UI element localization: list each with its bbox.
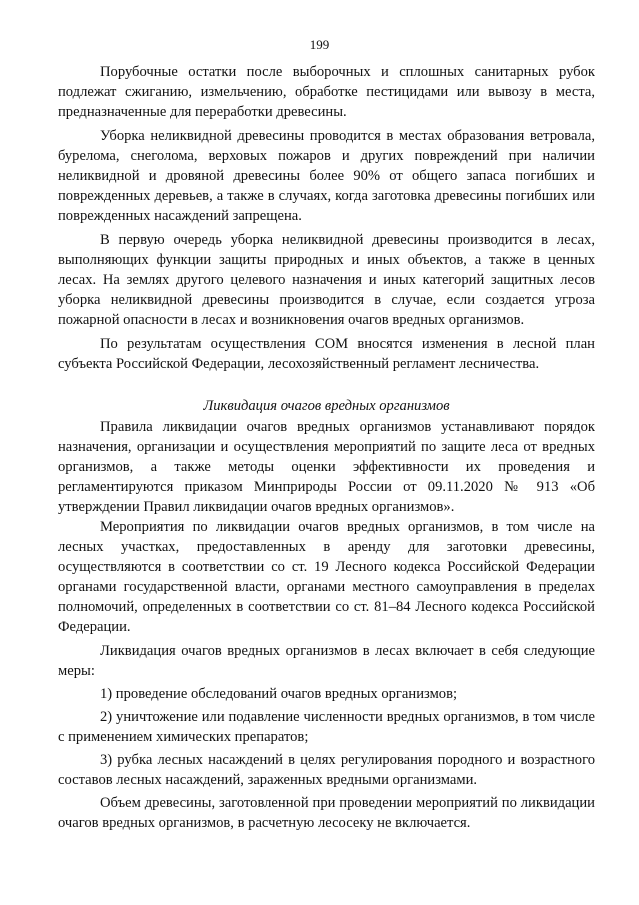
paragraph-wood-volume: Объем древесины, заготовленной при проведении мероприятий по ликвидации очагов вредных организмов, в расчетную лесосеку не включается. bbox=[58, 795, 595, 831]
paragraph-illiquid-wood-cleanup: Уборка неликвидной древесины проводится в местах образования ветровала, бурелома, снеголома, верховых пожаров и других повреждений при наличии неликвидной и дровяной древесины более 90% от общего запаса погибших и поврежденных деревьев, а также в случаях, когда заготовка древесины погибших или поврежденных насаждений запрещена. bbox=[58, 128, 595, 224]
page-number: 199 bbox=[309, 37, 330, 52]
paragraph-logging-residues: Порубочные остатки после выборочных и сплошных санитарных рубок подлежат сжиганию, измельчению, обработке пестицидами или вывозу в места, предназначенные для переработки древесины. bbox=[58, 64, 595, 120]
page-body bbox=[58, 62, 595, 833]
paragraph-elimination-rules: Правила ликвидации очагов вредных организмов устанавливают порядок назначения, организации и осуществления мероприятий по защите леса от вредных организмов, а также методы оценки эффективности их проведения и регламентируются приказом Минприроды России от 09.11.2020 № 913 «Об утверждении Правил ликвидации очагов вредных организмов». bbox=[58, 419, 595, 515]
paragraph-elimination-measures-legal: Мероприятия по ликвидации очагов вредных организмов, в том числе на лесных участках, предоставленных в аренду для заготовки древесины, осуществляются в соответствии со ст. 19 Лесного кодекса Российской Федерации органами государственной власти, органами местного самоуправления в пределах полномочий, определенных в соответствии со ст. 81–84 Лесного кодекса Российской Федерации. bbox=[58, 519, 595, 635]
measure-item: 1) проведение обследований очагов вредных организмов; bbox=[100, 686, 458, 702]
measure-item: 2) уничтожение или подавление численности вредных организмов, в том числе с применением химических препаратов; bbox=[58, 709, 595, 745]
section-heading: Ликвидация очагов вредных организмов bbox=[203, 398, 450, 414]
measure-item: 3) рубка лесных насаждений в целях регулирования породного и возрастного составов лесных насаждений, зараженных вредными организмами. bbox=[58, 752, 595, 788]
paragraph-measures-intro: Ликвидация очагов вредных организмов в лесах включает в себя следующие меры: bbox=[58, 643, 595, 679]
paragraph-priority-cleanup: В первую очередь уборка неликвидной древесины производится в лесах, выполняющих функции защиты природных и иных объектов, а также в ценных лесах. На землях другого целевого назначения и иных категорий защитных лесов уборка неликвидной древесины производится в случае, если создается угроза пожарной опасности в лесах и возникновения очагов вредных организмов. bbox=[58, 232, 595, 328]
paragraph-forest-plan-changes: По результатам осуществления СОМ вносятся изменения в лесной план субъекта Российской Федерации, лесохозяйственный регламент лесничества. bbox=[58, 336, 595, 372]
